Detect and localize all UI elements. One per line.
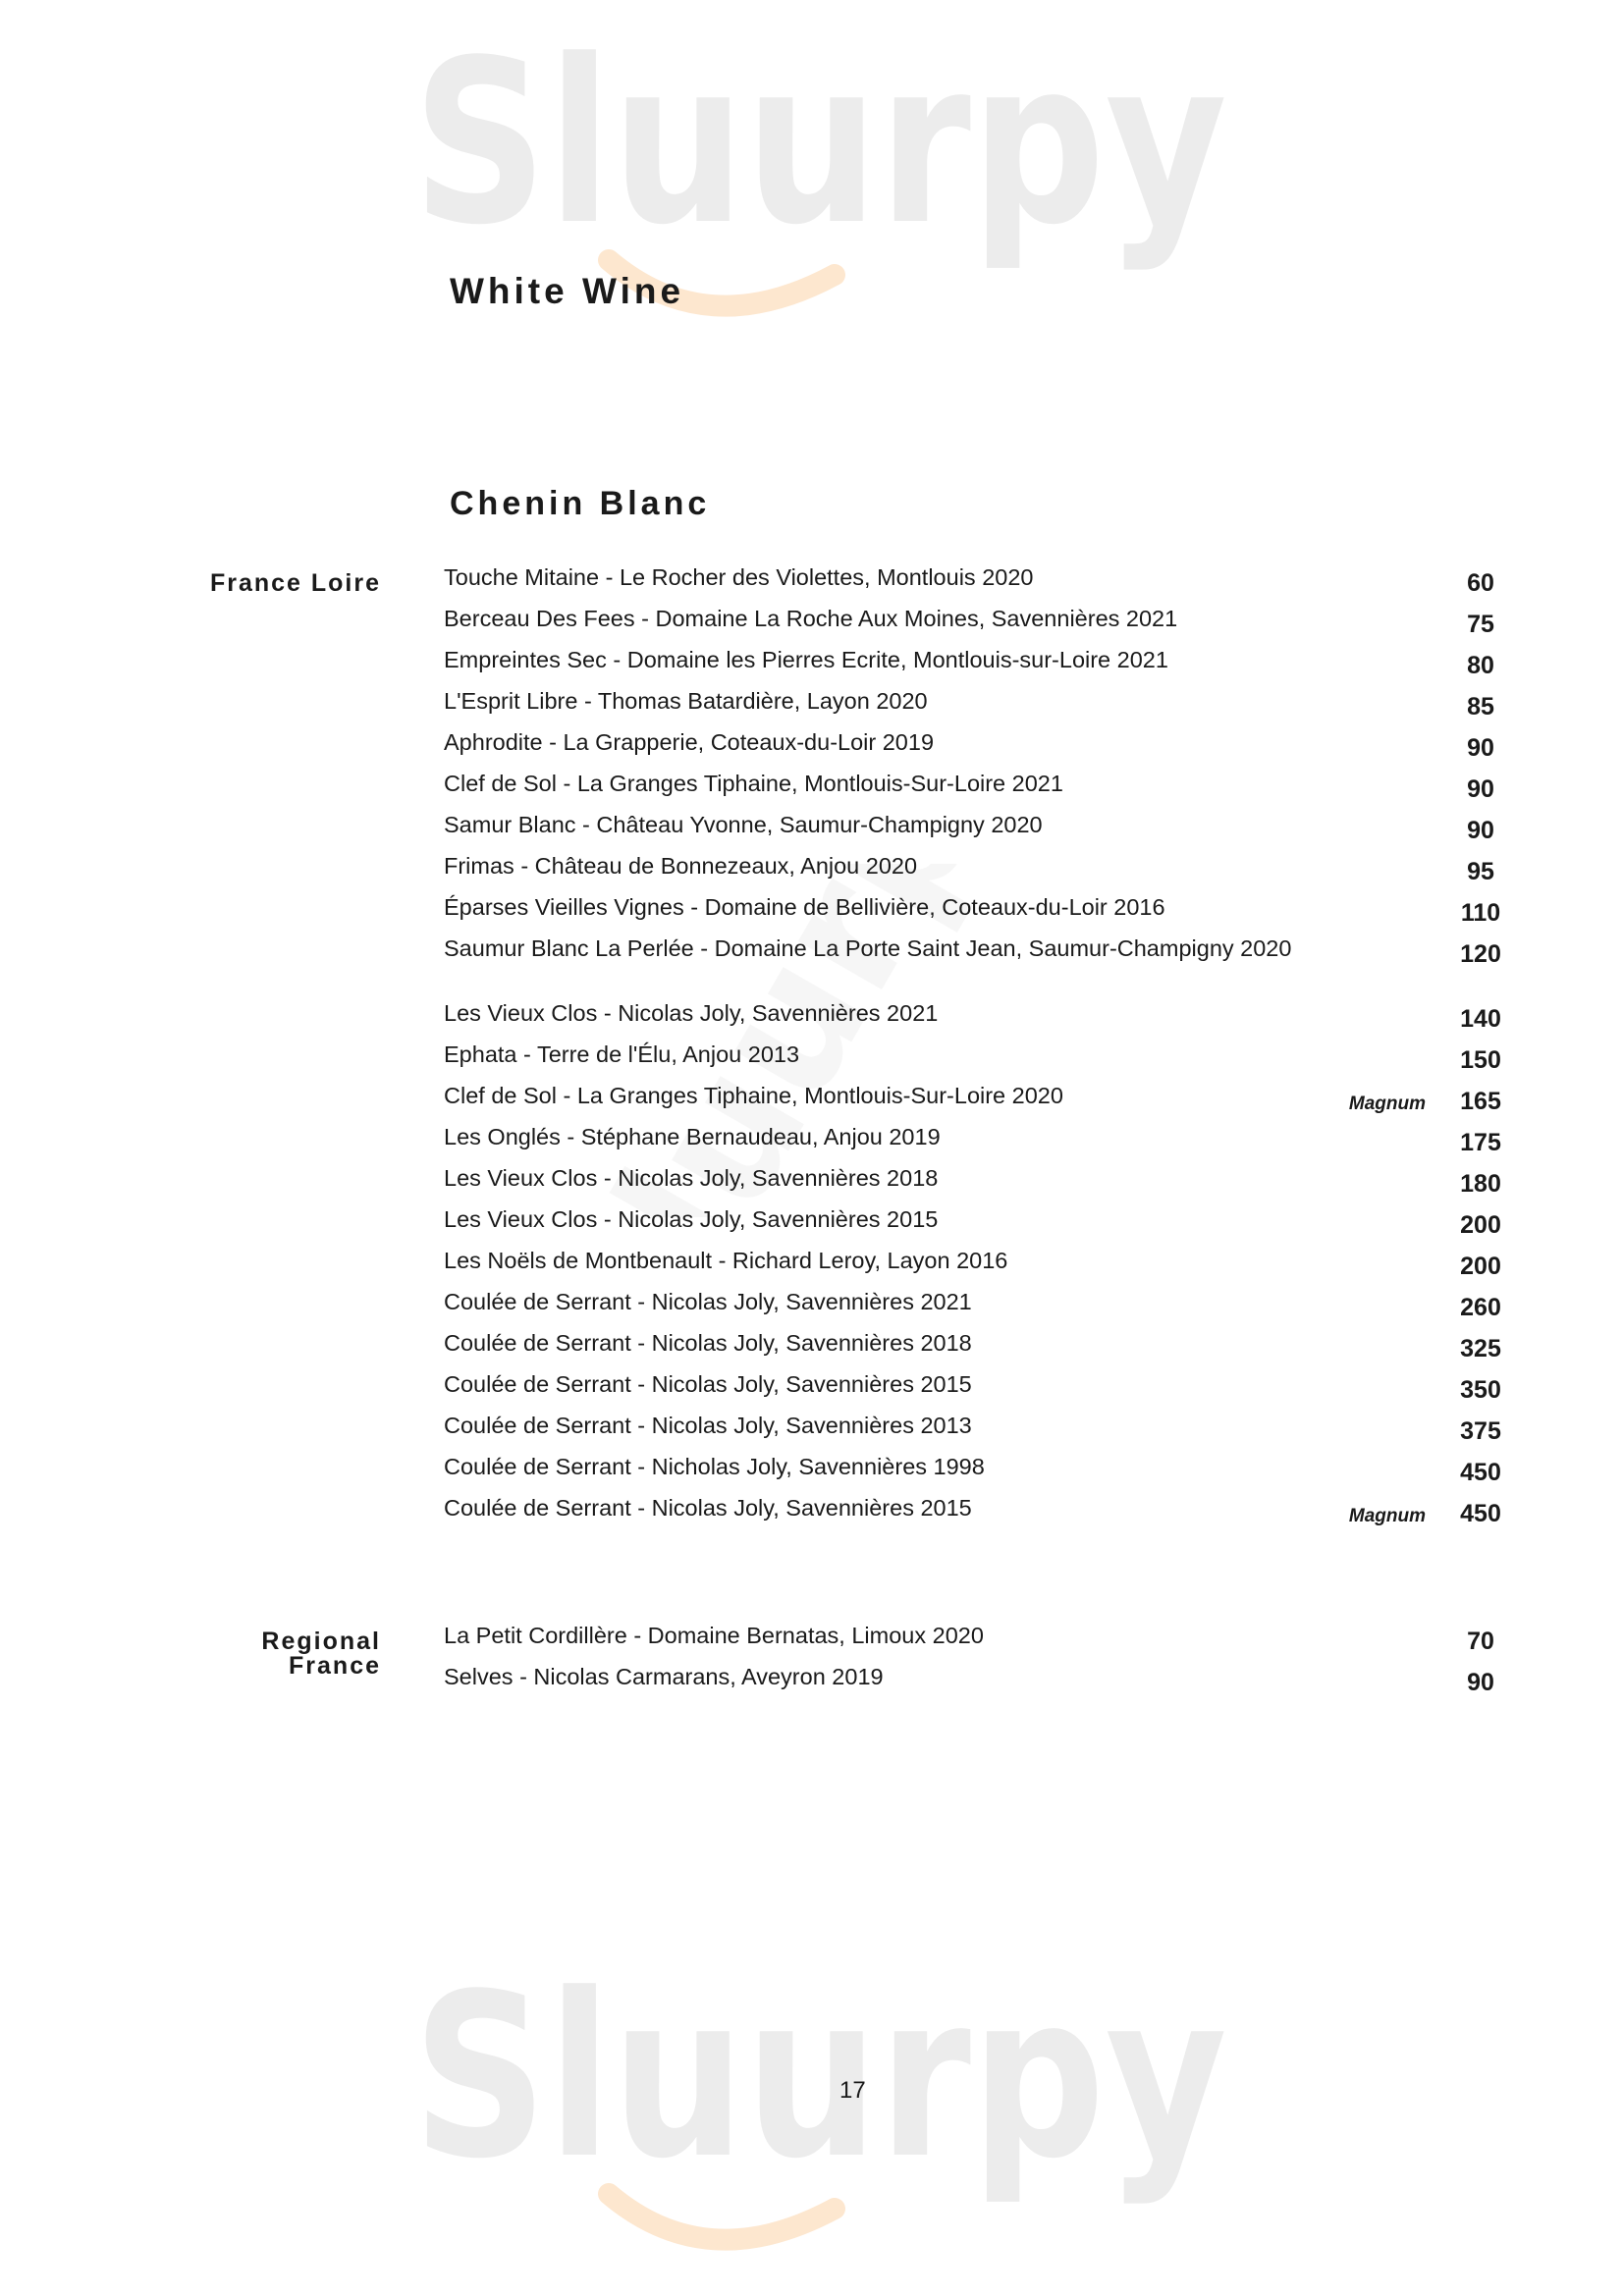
wine-format-note — [1298, 563, 1445, 575]
wine-price: 150 — [1460, 1046, 1501, 1074]
section-title: Chenin Blanc — [450, 485, 711, 522]
wine-row — [444, 1663, 1524, 1704]
wine-format-note — [1298, 1329, 1445, 1341]
wine-name: Clef de Sol - La Granges Tiphaine, Montlouis-Sur-Loire 2021 — [444, 771, 1063, 796]
wine-format-note — [1298, 1622, 1445, 1633]
wine-format-note — [1298, 605, 1445, 616]
wine-format-note — [1298, 1205, 1445, 1217]
wine-row — [444, 811, 1524, 852]
wine-name: Samur Blanc - Château Yvonne, Saumur-Champigny 2020 — [444, 812, 1043, 837]
wine-format-note — [1298, 1123, 1445, 1135]
wine-row — [444, 934, 1524, 999]
wine-price: 165 — [1460, 1088, 1501, 1115]
wine-format-note — [1298, 852, 1445, 864]
wine-price: 90 — [1467, 817, 1494, 844]
wine-format-note: Magnum — [1348, 1506, 1426, 1526]
wine-name: Coulée de Serrant - Nicolas Joly, Savennières 2021 — [444, 1289, 972, 1314]
wine-row — [444, 1041, 1524, 1082]
wine-group-regional-france — [444, 1622, 1524, 1704]
wine-name: Saumur Blanc La Perlée - Domaine La Porte Saint Jean, Saumur-Champigny 2020 — [444, 935, 1292, 961]
wine-row — [444, 1329, 1524, 1370]
wine-row — [444, 1123, 1524, 1164]
wine-format-note — [1298, 999, 1445, 1011]
wine-row — [444, 728, 1524, 770]
wine-price: 260 — [1460, 1294, 1501, 1321]
wine-row — [444, 1494, 1524, 1535]
wine-name: Berceau Des Fees - Domaine La Roche Aux Moines, Savennières 2021 — [444, 606, 1178, 631]
wine-name: Coulée de Serrant - Nicolas Joly, Savennières 2013 — [444, 1413, 972, 1438]
wine-price: 80 — [1467, 652, 1494, 679]
page-title: White Wine — [450, 271, 685, 311]
wine-name: Les Onglés - Stéphane Bernaudeau, Anjou 2019 — [444, 1124, 941, 1149]
wine-row — [444, 1164, 1524, 1205]
wine-price: 325 — [1460, 1335, 1501, 1362]
wine-price: 120 — [1460, 940, 1501, 968]
wine-row — [444, 1412, 1524, 1453]
wine-price: 450 — [1460, 1459, 1501, 1486]
wine-format-note — [1298, 1370, 1445, 1382]
wine-name: Empreintes Sec - Domaine les Pierres Ecrite, Montlouis-sur-Loire 2021 — [444, 647, 1168, 672]
wine-name: Touche Mitaine - Le Rocher des Violettes, Montlouis 2020 — [444, 564, 1034, 590]
wine-name: Les Vieux Clos - Nicolas Joly, Savennières 2021 — [444, 1000, 939, 1026]
wine-name: Les Vieux Clos - Nicolas Joly, Savennières 2015 — [444, 1206, 939, 1232]
wine-price: 180 — [1460, 1170, 1501, 1198]
wine-price: 450 — [1460, 1500, 1501, 1527]
wine-row — [444, 646, 1524, 687]
wine-row — [444, 1205, 1524, 1247]
wine-row — [444, 1247, 1524, 1288]
wine-name: Aphrodite - La Grapperie, Coteaux-du-Loir 2019 — [444, 729, 935, 755]
wine-name: L'Esprit Libre - Thomas Batardière, Layon 2020 — [444, 688, 928, 714]
wine-row — [444, 1082, 1524, 1123]
wine-format-note: Magnum — [1348, 1094, 1426, 1114]
wine-row — [444, 687, 1524, 728]
wine-format-note — [1298, 1041, 1445, 1052]
region-label: Regional France — [261, 1628, 381, 1680]
wine-format-note — [1298, 687, 1445, 699]
wine-format-note — [1298, 811, 1445, 823]
wine-group-france-loire — [444, 563, 1524, 1535]
region-label: France Loire — [209, 569, 381, 597]
wine-format-note — [1298, 1164, 1445, 1176]
wine-price: 70 — [1467, 1628, 1494, 1655]
wine-name: Frimas - Château de Bonnezeaux, Anjou 2020 — [444, 853, 918, 879]
wine-row — [444, 852, 1524, 893]
wine-name: Coulée de Serrant - Nicholas Joly, Savennières 1998 — [444, 1454, 985, 1479]
wine-name: La Petit Cordillère - Domaine Bernatas, Limoux 2020 — [444, 1623, 984, 1648]
wine-name: Coulée de Serrant - Nicolas Joly, Savennières 2015 — [444, 1371, 972, 1397]
wine-row — [444, 893, 1524, 934]
wine-format-note — [1298, 934, 1445, 946]
wine-name: Ephata - Terre de l'Élu, Anjou 2013 — [444, 1041, 800, 1067]
wine-price: 90 — [1467, 734, 1494, 762]
wine-price: 110 — [1460, 899, 1501, 927]
wine-price: 95 — [1467, 858, 1494, 885]
wine-price: 375 — [1460, 1417, 1501, 1445]
wine-row — [444, 770, 1524, 811]
wine-format-note — [1298, 1663, 1445, 1675]
wine-row — [444, 1622, 1524, 1663]
wine-name: Éparses Vieilles Vignes - Domaine de Bellivière, Coteaux-du-Loir 2016 — [444, 894, 1165, 920]
wine-row — [444, 605, 1524, 646]
wine-price: 85 — [1467, 693, 1494, 721]
wine-format-note — [1298, 1247, 1445, 1258]
wine-name: Les Noëls de Montbenault - Richard Leroy, Layon 2016 — [444, 1248, 1008, 1273]
wine-price: 60 — [1467, 569, 1494, 597]
svg-text:Sluurpy: Sluurpy — [412, 1973, 1227, 2209]
wine-row — [444, 1370, 1524, 1412]
wine-row — [444, 563, 1524, 605]
wine-format-note — [1298, 1288, 1445, 1300]
wine-price: 75 — [1467, 611, 1494, 638]
wine-row — [444, 999, 1524, 1041]
wine-format-note — [1298, 1412, 1445, 1423]
wine-format-note — [1298, 770, 1445, 781]
wine-price: 175 — [1460, 1129, 1501, 1156]
wine-price: 140 — [1460, 1005, 1501, 1033]
wine-name: Les Vieux Clos - Nicolas Joly, Savennières 2018 — [444, 1165, 939, 1191]
wine-name: Clef de Sol - La Granges Tiphaine, Montlouis-Sur-Loire 2020 — [444, 1083, 1063, 1108]
wine-name: Coulée de Serrant - Nicolas Joly, Savennières 2015 — [444, 1495, 972, 1521]
wine-format-note — [1298, 893, 1445, 905]
wine-format-note — [1298, 1453, 1445, 1465]
wine-name: Coulée de Serrant - Nicolas Joly, Savennières 2018 — [444, 1330, 972, 1356]
wine-price: 200 — [1460, 1211, 1501, 1239]
wine-price: 90 — [1467, 1669, 1494, 1696]
wine-row — [444, 1453, 1524, 1494]
wine-format-note — [1298, 646, 1445, 658]
wine-price: 200 — [1460, 1253, 1501, 1280]
wine-format-note — [1298, 728, 1445, 740]
wine-row — [444, 1288, 1524, 1329]
wine-price: 90 — [1467, 775, 1494, 803]
wine-price: 350 — [1460, 1376, 1501, 1404]
page-number: 17 — [839, 2077, 866, 2104]
wine-name: Selves - Nicolas Carmarans, Aveyron 2019 — [444, 1664, 884, 1689]
svg-text:Sluurpy: Sluurpy — [412, 39, 1227, 275]
